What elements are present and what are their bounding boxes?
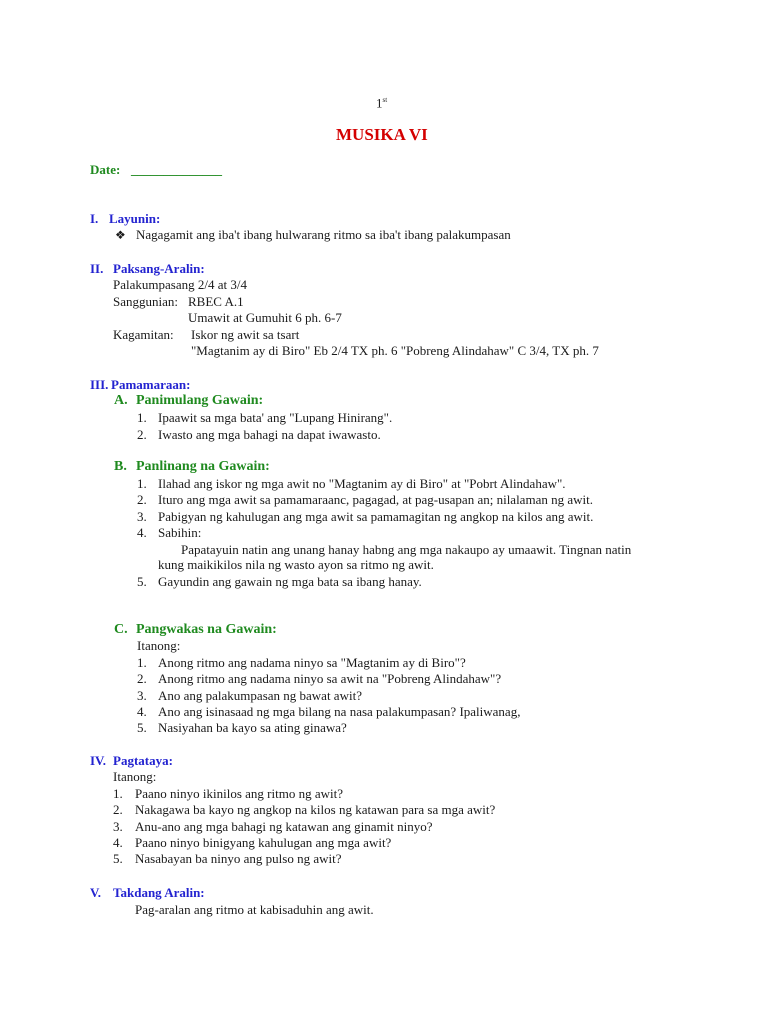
paksang-topic: Palakumpasang 2/4 at 3/4: [113, 277, 247, 292]
kagamitan-1: Iskor ng awit sa tsart: [191, 327, 300, 342]
c-item-text: Anong ritmo ang nadama ninyo sa awit na "Pobreng Alindahaw"?: [158, 671, 502, 686]
a-item-number: 1.: [137, 410, 147, 425]
layunin-item: Nagagamit ang iba't ibang hulwarang ritmo sa iba't ibang palakumpasan: [136, 227, 511, 242]
b-item-text: Gayundin ang gawain ng mga bata sa ibang hanay.: [158, 574, 422, 589]
section-ii-number: II.: [90, 261, 104, 276]
sanggunian-2: Umawit at Gumuhit 6 ph. 6-7: [188, 310, 342, 325]
subsection-c-title: Pangwakas na Gawain:: [136, 622, 277, 637]
c-intro: Itanong:: [137, 638, 181, 653]
subsection-a-letter: A.: [114, 393, 128, 408]
b-item-number: 4.: [137, 525, 147, 540]
section-ii-title: Paksang-Aralin:: [113, 261, 205, 276]
day-number: 1st: [376, 95, 388, 111]
subsection-c-letter: C.: [114, 622, 128, 637]
c-item-number: 2.: [137, 671, 147, 686]
kagamitan-2: "Magtanim ay di Biro" Eb 2/4 TX ph. 6 "Pobreng Alindahaw" C 3/4, TX ph. 7: [191, 343, 599, 358]
c-item-text: Ano ang isinasaad ng mga bilang na nasa palakumpasan? Ipaliwanag,: [158, 704, 521, 719]
pagtataya-item-number: 4.: [113, 835, 123, 850]
subsection-b-title: Panlinang na Gawain:: [136, 459, 270, 474]
section-v-title: Takdang Aralin:: [113, 885, 205, 900]
c-item-number: 4.: [137, 704, 147, 719]
pagtataya-item-text: Paano ninyo binigyang kahulugan ang mga awit?: [135, 835, 392, 850]
c-item-text: Ano ang palakumpasan ng bawat awit?: [158, 688, 362, 703]
kagamitan-label: Kagamitan:: [113, 327, 174, 342]
c-item-text: Nasiyahan ba kayo sa ating ginawa?: [158, 720, 347, 735]
c-item-number: 1.: [137, 655, 147, 670]
c-item-number: 5.: [137, 720, 147, 735]
section-iv-title: Pagtataya:: [113, 753, 173, 768]
takdang-text: Pag-aralan ang ritmo at kabisaduhin ang awit.: [135, 902, 374, 917]
a-item-number: 2.: [137, 427, 147, 442]
pagtataya-intro: Itanong:: [113, 769, 157, 784]
b-item-text: Sabihin:: [158, 525, 202, 540]
b-item-text: Ilahad ang iskor ng mga awit no "Magtanim ay di Biro" at "Pobrt Alindahaw".: [158, 476, 566, 491]
b-item-number: 5.: [137, 574, 147, 589]
sabihin-line-1: Papatayuin natin ang unang hanay habng ang mga nakaupo ay umaawit. Tingnan natin: [181, 542, 632, 557]
b-item-number: 3.: [137, 509, 147, 524]
sanggunian-1: RBEC A.1: [188, 294, 244, 309]
section-i-title: Layunin:: [109, 211, 161, 226]
b-item-number: 2.: [137, 492, 147, 507]
c-item-text: Anong ritmo ang nadama ninyo sa "Magtanim ay di Biro"?: [158, 655, 466, 670]
section-iii-title: Pamamaraan:: [111, 377, 191, 392]
section-v-number: V.: [90, 885, 101, 900]
date-label: Date:: [90, 162, 121, 177]
pagtataya-item-text: Paano ninyo ikinilos ang ritmo ng awit?: [135, 786, 343, 801]
b-item-text: Pabigyan ng kahulugan ang mga awit sa pamamagitan ng angkop na kilos ang awit.: [158, 509, 594, 524]
pagtataya-item-number: 1.: [113, 786, 123, 801]
date-blank: ______________: [131, 162, 222, 177]
pagtataya-item-number: 5.: [113, 851, 123, 866]
subsection-a-title: Panimulang Gawain:: [136, 393, 264, 408]
c-item-number: 3.: [137, 688, 147, 703]
pagtataya-item-text: Nasabayan ba ninyo ang pulso ng awit?: [135, 851, 342, 866]
section-i-number: I.: [90, 211, 99, 226]
pagtataya-item-text: Anu-ano ang mga bahagi ng katawan ang ginamit ninyo?: [135, 819, 433, 834]
b-item-number: 1.: [137, 476, 147, 491]
day-suffix: st: [382, 96, 388, 104]
b-item-text: Ituro ang mga awit sa pamamaraanc, pagagad, at pag-usapan an; nilalaman ng awit.: [158, 492, 593, 507]
a-item-text: Iwasto ang mga bahagi na dapat iwawasto.: [158, 427, 381, 442]
page-title: MUSIKA VI: [336, 125, 428, 144]
subsection-b-letter: B.: [114, 459, 127, 474]
section-iv-number: IV.: [90, 753, 107, 768]
sabihin-line-2: kung maikikilos nila ng wasto ayon sa ritmo ng awit.: [158, 557, 434, 572]
pagtataya-item-text: Nakagawa ba kayo ng angkop na kilos ng katawan para sa mga awit?: [135, 802, 496, 817]
a-item-text: Ipaawit sa mga bata' ang "Lupang Hinirang".: [158, 410, 393, 425]
sanggunian-label: Sanggunian:: [113, 294, 178, 309]
diamond-bullet-icon: ❖: [115, 228, 126, 242]
section-iii-number: III.: [90, 377, 109, 392]
pagtataya-item-number: 2.: [113, 802, 123, 817]
pagtataya-item-number: 3.: [113, 819, 123, 834]
